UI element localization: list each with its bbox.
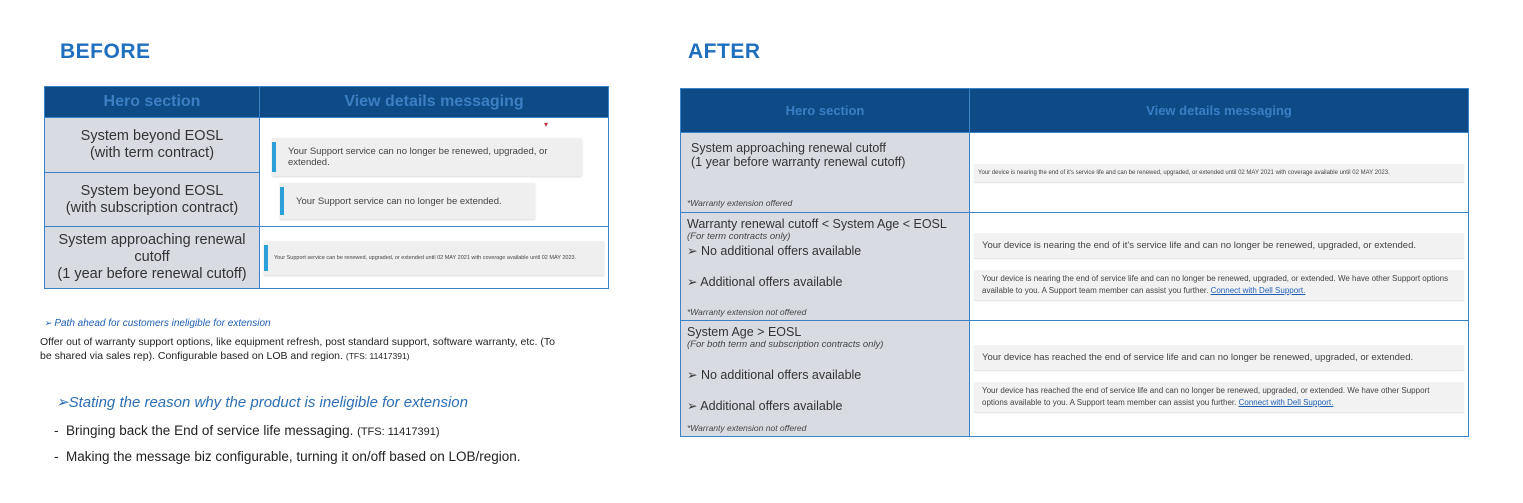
after-table: [680, 88, 1469, 437]
arrow-icon: ➢: [56, 394, 69, 411]
after-detail-cell: [970, 213, 1469, 321]
arrow-icon: ➢: [687, 244, 698, 258]
before-detail-cell: [260, 118, 609, 227]
message-box: Your device has reached the end of service life and can no longer be renewed, upgraded, or extended. We have other Support options available to you. A Support team member can assist you further. Connect with Dell Support.: [974, 382, 1464, 412]
connect-support-link[interactable]: Connect with Dell Support.: [1238, 398, 1334, 407]
before-detail-cell: [260, 227, 609, 289]
after-header-hero: Hero section: [681, 89, 970, 133]
bullet-item: - Making the message biz configurable, turning it on/off based on LOB/region.: [54, 449, 521, 464]
message-box: Your device is nearing the end of it's service life and can no longer be renewed, upgraded, or extended.: [974, 233, 1464, 258]
after-hero-cell: Warranty renewal cutoff < System Age < EOSL (For term contracts only) ➢ No additional offers available ➢ Additional offers available *Warranty extension not offered: [681, 213, 970, 321]
before-title: BEFORE: [60, 40, 151, 63]
arrow-icon: ➢: [687, 399, 698, 413]
reason-heading: ➢Stating the reason why the product is ineligible for extension: [56, 394, 468, 411]
arrow-icon: ➢: [687, 275, 698, 289]
before-hero-cell: System beyond EOSL (with term contract): [45, 118, 260, 173]
caret-icon: ▾: [543, 120, 548, 129]
after-title: AFTER: [688, 40, 761, 63]
before-header-hero: Hero section: [45, 87, 260, 118]
bullet-item: - Bringing back the End of service life messaging. (TFS: 11417391): [54, 423, 440, 438]
connect-support-link[interactable]: Connect with Dell Support.: [1210, 286, 1306, 295]
after-hero-cell: System Age > EOSL (For both term and subscription contracts only) ➢ No additional offers available ➢ Additional offers available *Warranty extension not offered: [681, 321, 970, 437]
message-box: Your device is nearing the end of service life and can no longer be renewed, upgraded, or extended. We have other Support options available to you. A Support team member can assist you further. Connect with Dell Support.: [974, 270, 1464, 300]
message-box: Your Support service can be renewed, upgraded, or extended until 02 MAY 2021 with coverage available until 02 MAY 2023.: [264, 241, 604, 275]
message-box: Your device is nearing the end of it's service life and can be renewed, upgraded, or extended until 02 MAY 2021 with coverage available until 02 MAY 2023.: [974, 164, 1464, 182]
before-hero-cell: System beyond EOSL (with subscription contract): [45, 173, 260, 227]
after-detail-cell: [970, 133, 1469, 213]
arrow-icon: ➢: [687, 368, 698, 382]
before-table: [44, 86, 609, 289]
path-heading: ➢ Path ahead for customers ineligible for extension: [44, 318, 271, 329]
arrow-icon: ➢: [44, 318, 52, 328]
after-hero-cell: System approaching renewal cutoff (1 year before warranty renewal cutoff) *Warranty extension offered: [681, 133, 970, 213]
before-hero-cell: System approaching renewal cutoff (1 year before renewal cutoff): [45, 227, 260, 289]
before-header-details: View details messaging: [260, 87, 609, 118]
message-box: Your Support service can no longer be renewed, upgraded, or extended.: [272, 138, 582, 176]
path-text: Offer out of warranty support options, like equipment refresh, post standard support, software warranty, etc. (To be shared via sales rep). Configurable based on LOB and region. (TFS: 11417391): [40, 336, 555, 362]
message-box: Your Support service can no longer be extended.: [280, 183, 535, 219]
after-header-details: View details messaging: [970, 89, 1469, 133]
after-detail-cell: [970, 321, 1469, 437]
message-box: Your device has reached the end of service life and can no longer be renewed, upgraded, or extended.: [974, 345, 1464, 370]
